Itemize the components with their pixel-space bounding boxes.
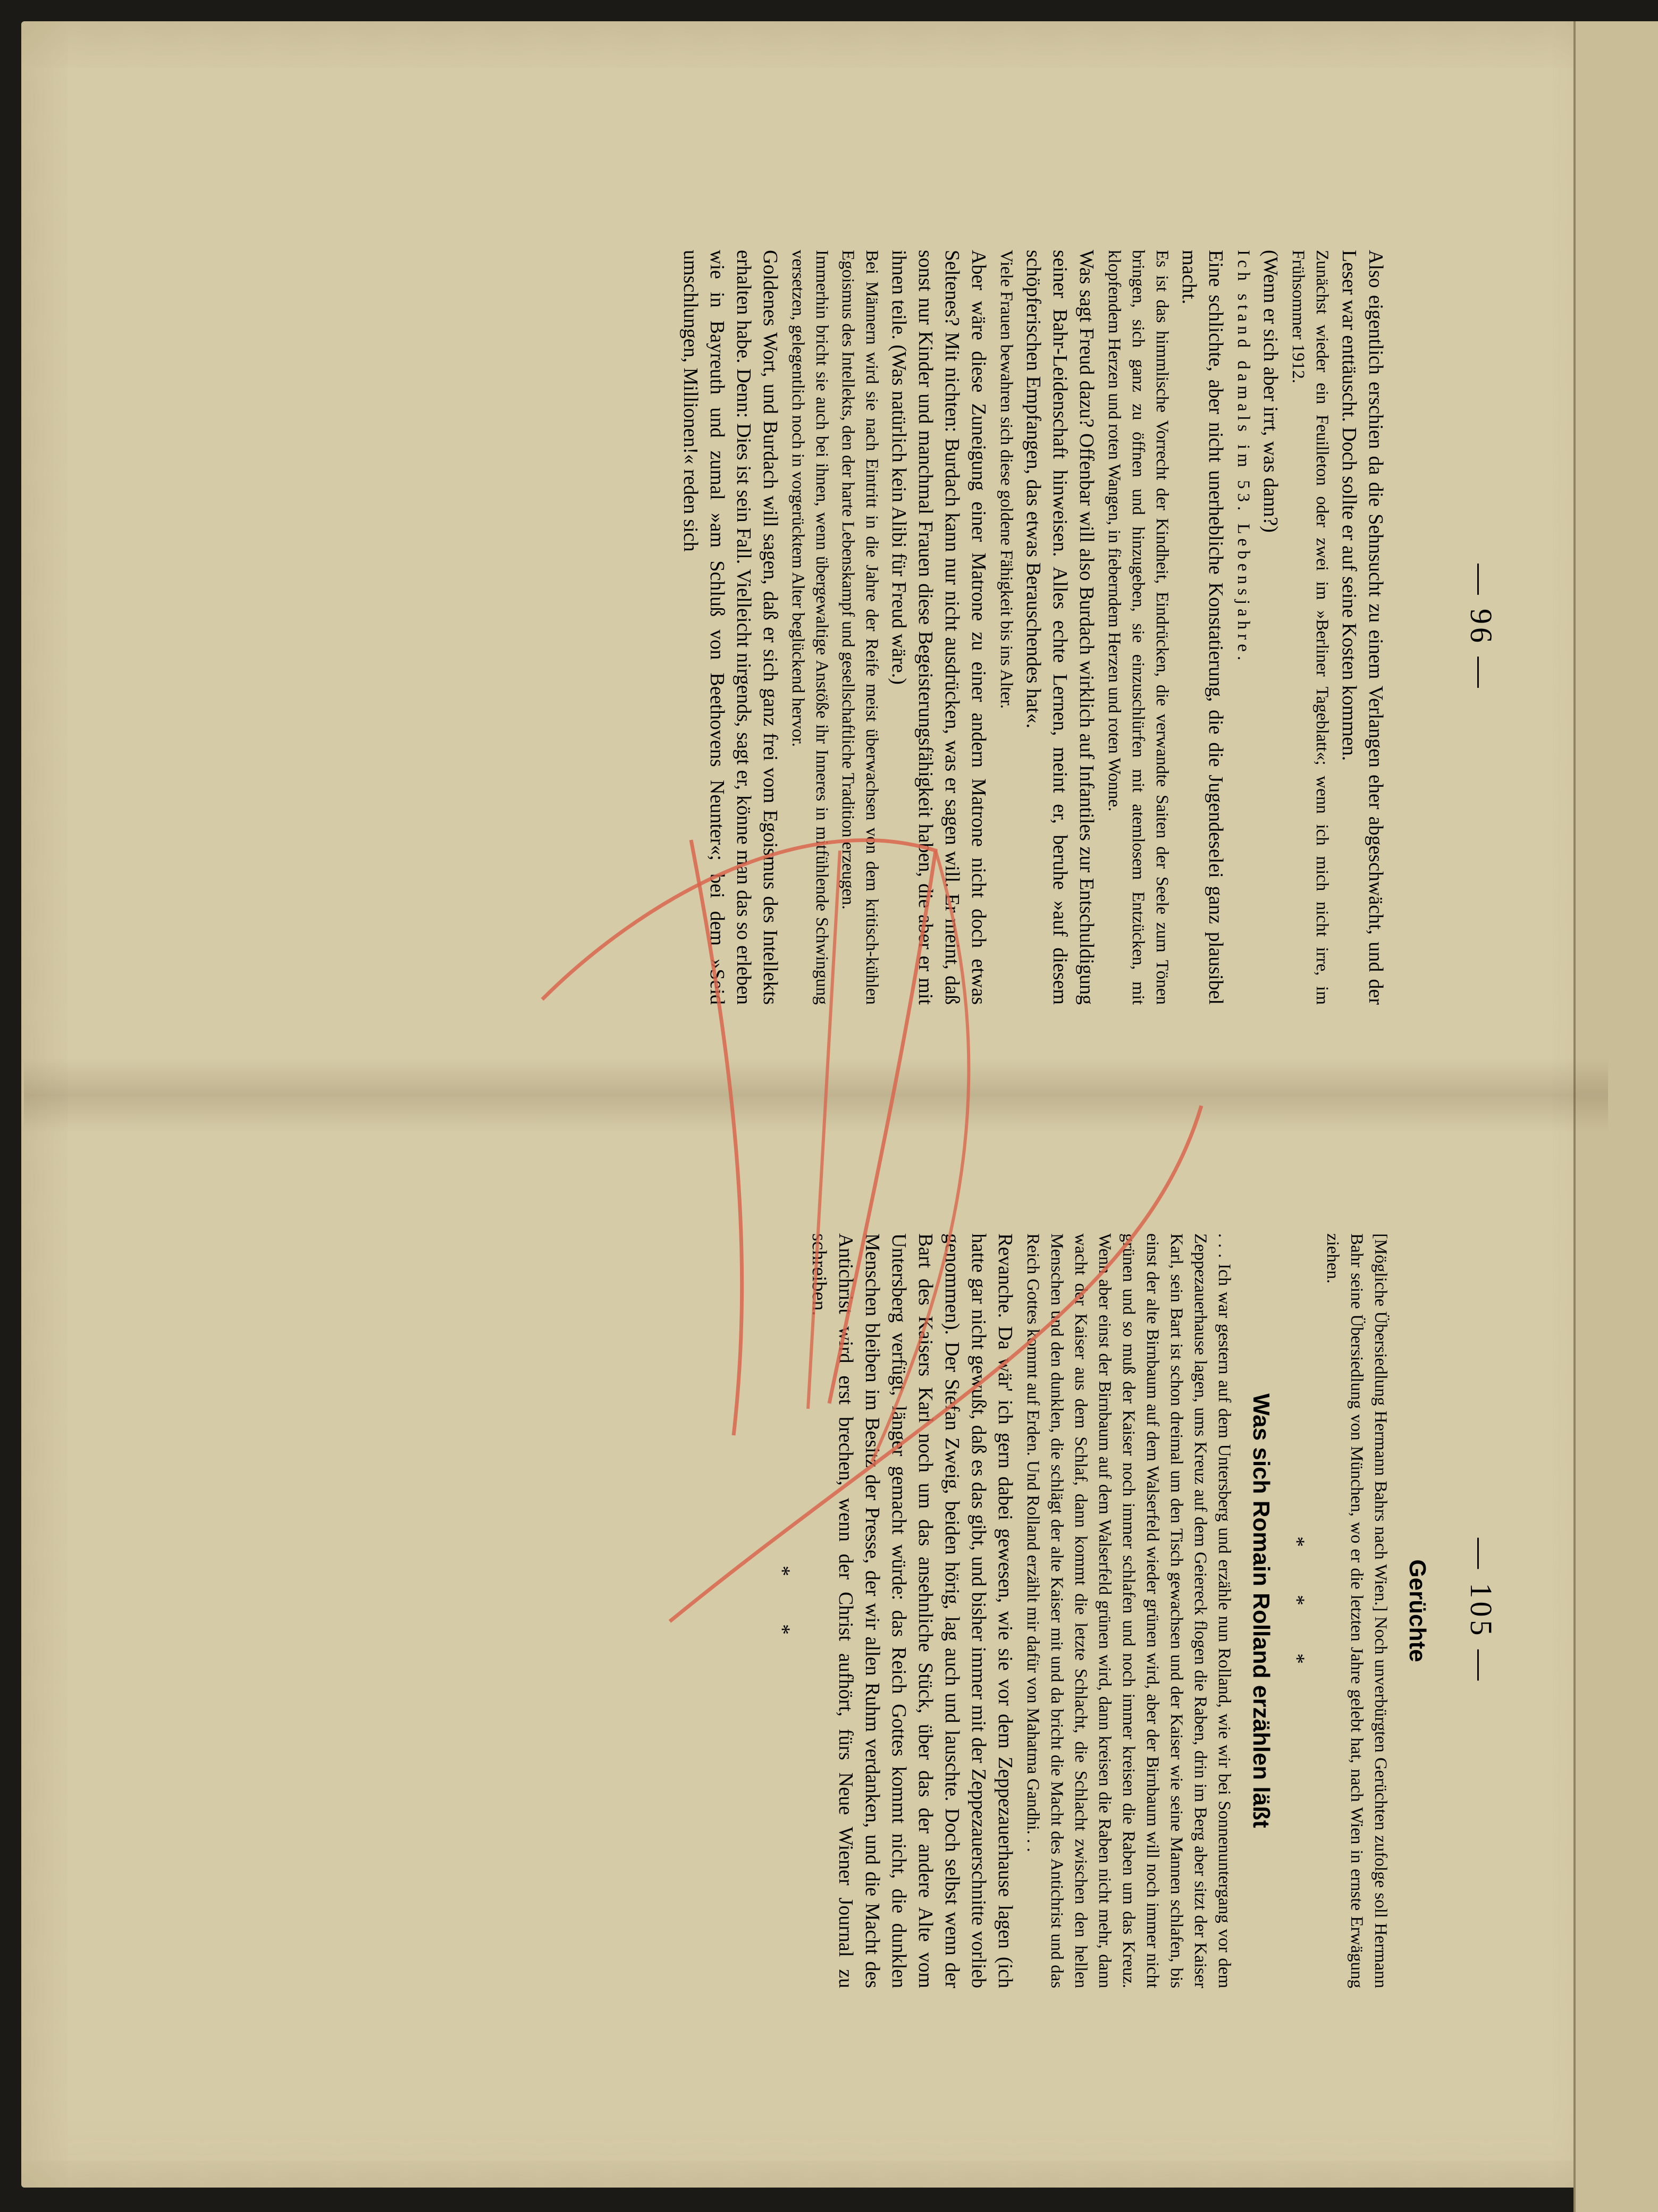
section-heading: Gerüchte (1404, 1559, 1430, 1662)
paragraph: Ich stand damals im 53. Lebensjahre. (1234, 250, 1253, 665)
section-separator: * * (771, 1566, 795, 1656)
paragraph: Es ist das himmlische Vorrecht der Kindheit, Eindrücken, die verwandte Saiten der Seele zum Tönen bringen, sich ganz zu öffnen und hinzugeben, sie einzuschlürfen mit atemlosem Entzücken, mit klopfendem Herzen und roten Wangen, in fieberndem Herzen und roten Wonne. (1105, 250, 1172, 1005)
paragraph: Aber wäre diese Zuneigung einer Matrone zu einer andern Matrone nicht doch etwas Seltenes? Mit nichten: Burdach kann nur nicht ausdrücken, was er sagen will. Er meint, daß sonst nur Kinder und manchmal Frauen diese Begeisterungsfähigkeit haben, die aber er mit ihnen teile. (Was natürlich kein Alibi für Freud wäre.) (888, 250, 990, 1005)
paragraph: (Wenn er sich aber irrt, was dann?) (1259, 250, 1282, 533)
paragraph: Viele Frauen bewahren sich diese goldene Fähigkeit bis ins Alter. (997, 250, 1016, 709)
paragraph: . . . Ich war gestern auf dem Untersberg und erzähle nun Rolland, wie wir bei Sonnenuntergang vor dem Zeppezauerhause lagen, ums Kreuz auf dem Geiereck flogen die Raben, drin im Berg aber sitzt der Kaiser Karl, sein Bart ist schon dreimal um den Tisch gewachsen und der Kaiser wie seine Mannen schlafen, bis einst der alte Birnbaum auf dem Walserfeld wieder grünen wird, aber der Birnbaum will noch immer nicht grünen und so muß der Kaiser noch immer schlafen und noch immer kreisen die Raben um das Kreuz. Wenn aber einst der Birnbaum auf dem Walserfeld grünen wird, dann kreisen die Raben nicht mehr, dann wacht der Kaiser aus dem Schlaf, dann kommt die letzte Schlacht, die Schlacht zwischen den hellen Menschen und den dunklen, die schlägt der alte Kaiser mit und da bricht die Macht des Antichrist und das Reich Gottes kommt auf Erden. Und Rolland erzählt mir dafür von Mahatma Gandhi. . . (1023, 1233, 1234, 1988)
paragraph: Revanche. Da wär' ich gern dabei gewesen, wie sie vor dem Zeppezauerhause lagen (ich hatte gar nicht gewußt, daß es das gibt, und bisher immer mit der Zeppezauerschnitte vorlieb genommen). Der Stefan Zweig, beiden hörig, lag auch und lauschte. Doch selbst wenn der Bart des Kaisers Karl noch um das ansehnliche Stück, über das der andere Alte vom Untersberg verfügt, länger gemacht würde: das Reich Gottes kommt nicht, die dunklen Menschen bleiben im Besitz der Presse, der wir allen Ruhm verdanken, und die Macht des Antichrist wird erst brechen, wenn der Christ aufhört, fürs Neue Wiener Journal zu schreiben. (808, 1233, 1016, 1988)
page-number-96: — 96 — (1464, 563, 1499, 691)
page-number-105: — 105 — (1464, 1538, 1499, 1684)
section-heading: Was sich Romain Rolland erzählen läßt (1248, 1393, 1274, 1828)
paragraph: Eine schlichte, aber nicht unerhebliche Konstatierung, die die Jugendeselei ganz plausibel macht. (1178, 250, 1227, 1005)
section-separator: * * * (1285, 1536, 1309, 1685)
paragraph: Also eigentlich erschien da die Sehnsucht zu einem Verlangen eher abgeschwächt, und der Leser war enttäuscht. Doch sollte er auf seine Kosten kommen. (1338, 250, 1387, 1005)
paragraph: Was sagt Freud dazu? Offenbar will also Burdach wirklich auf Infantiles zur Entschuldigung seiner Bahr-Leidenschaft hinweisen. Alles echte Lernen, meint er, beruhe »auf diesem schöpferischen Empfangen, das etwas Berauschendes hat«. (1022, 250, 1098, 1005)
paragraph: Zunächst wieder ein Feuilleton oder zwei im »Berliner Tageblatt«; wenn ich mich nicht irre, im Frühsommer 1912. (1289, 250, 1332, 1005)
paragraph: Immerhin bricht sie auch bei ihnen, wenn übergewaltige Anstöße ihr Inneres in mitfühlende Schwingung versetzen, gelegentlich noch in vorgerücktem Alter beglückend hervor. (788, 250, 831, 1005)
paragraph: [Mögliche Übersiedlung Hermann Bahrs nach Wien.] Noch unverbürgten Gerüchten zufolge soll Hermann Bahr seine Übersiedlung von München, wo er die letzten Jahre gelebt hat, nach Wien in ernste Erwägung ziehen. (1323, 1233, 1390, 1988)
paragraph: Bei Männern wird sie nach Eintritt in die Jahre der Reife meist überwachsen von dem kritisch-kühlen Egoismus des Intellekts, den der harte Lebenskampf und gesellschaftliche Tradition erzeugen. (838, 250, 881, 1005)
paragraph: Goldenes Wort, und Burdach will sagen, daß er sich ganz frei vom Egoismus des Intellekts erhalten habe. Denn: Dies ist sein Fall. Vielleicht nirgends, sagt er, könne man das so erleben wie in Bayreuth und zumal »am Schluß von Beethovens Neunter«; bei dem »Seid umschlungen, Millionen!« reden sich (679, 250, 781, 1005)
